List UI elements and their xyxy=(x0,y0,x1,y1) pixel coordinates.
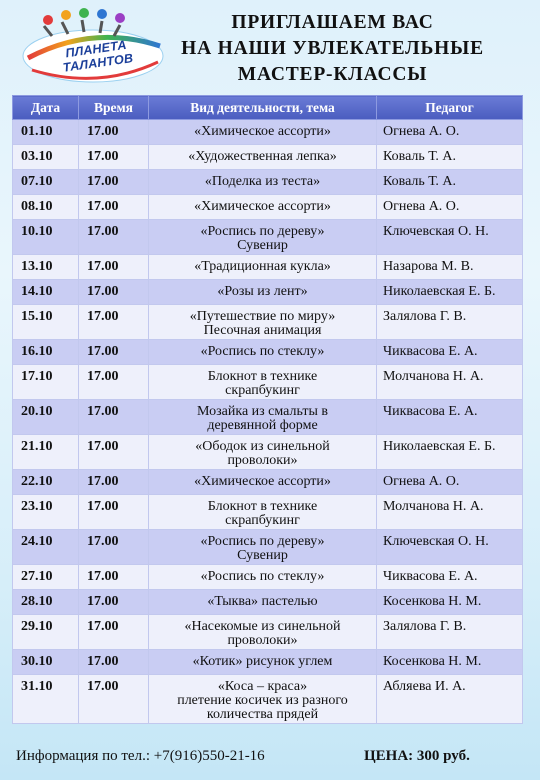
cell-teacher: Чиквасова Е. А. xyxy=(377,340,523,365)
cell-time: 17.00 xyxy=(79,120,149,145)
cell-activity xyxy=(149,495,377,530)
cell-date: 23.10 xyxy=(13,495,79,530)
activity-line: Песочная анимация xyxy=(203,323,322,338)
table-row xyxy=(13,120,523,145)
cell-time: 17.00 xyxy=(79,435,149,470)
activity-line: «Ободок из синельной xyxy=(195,439,330,454)
activity-line: «Котик» рисунок углем xyxy=(192,654,333,669)
table-row xyxy=(13,220,523,255)
activity-line: «Художественная лепка» xyxy=(188,149,337,164)
cell-teacher: Залялова Г. В. xyxy=(377,615,523,650)
cell-date: 16.10 xyxy=(13,340,79,365)
cell-activity xyxy=(149,470,377,495)
cell-activity xyxy=(149,255,377,280)
cell-teacher: Огнева А. О. xyxy=(377,470,523,495)
cell-activity xyxy=(149,120,377,145)
cell-time: 17.00 xyxy=(79,170,149,195)
cell-date: 20.10 xyxy=(13,400,79,435)
price: ЦЕНА: 300 руб. xyxy=(364,748,470,764)
table-row xyxy=(13,280,523,305)
cell-activity xyxy=(149,280,377,305)
activity-line: скрапбукинг xyxy=(225,513,300,528)
page-title xyxy=(160,10,505,88)
activity-line: деревянной форме xyxy=(207,418,318,433)
table-row xyxy=(13,400,523,435)
cell-teacher: Косенкова Н. М. xyxy=(377,650,523,675)
cell-date: 17.10 xyxy=(13,365,79,400)
cell-time: 17.00 xyxy=(79,255,149,280)
activity-line: «Роспись по дереву» xyxy=(200,224,325,239)
table-row xyxy=(13,495,523,530)
contact-info: Информация по тел.: +7(916)550-21-16 xyxy=(16,748,265,764)
activity-line: Сувенир xyxy=(237,238,288,253)
cell-time: 17.00 xyxy=(79,675,149,724)
table-row xyxy=(13,195,523,220)
cell-teacher: Абляева И. А. xyxy=(377,675,523,724)
activity-line: Блокнот в технике xyxy=(207,499,318,514)
schedule-table xyxy=(12,95,523,724)
cell-activity xyxy=(149,145,377,170)
cell-date: 21.10 xyxy=(13,435,79,470)
cell-time: 17.00 xyxy=(79,615,149,650)
cell-time: 17.00 xyxy=(79,470,149,495)
activity-line: «Химическое ассорти» xyxy=(194,474,331,489)
activity-line: проволоки» xyxy=(227,633,298,648)
cell-time: 17.00 xyxy=(79,305,149,340)
table-row xyxy=(13,255,523,280)
cell-activity xyxy=(149,650,377,675)
cell-activity xyxy=(149,615,377,650)
table-row xyxy=(13,470,523,495)
cell-activity xyxy=(149,170,377,195)
cell-date: 08.10 xyxy=(13,195,79,220)
activity-line: Блокнот в технике xyxy=(207,369,318,384)
table-row xyxy=(13,170,523,195)
cell-time: 17.00 xyxy=(79,195,149,220)
table-row xyxy=(13,365,523,400)
activity-line: «Традиционная кукла» xyxy=(194,259,331,274)
cell-date: 28.10 xyxy=(13,590,79,615)
cell-time: 17.00 xyxy=(79,400,149,435)
cell-time: 17.00 xyxy=(79,365,149,400)
activity-line: «Роспись по стеклу» xyxy=(200,344,325,359)
logo-name: ПЛАНЕТА ТАЛАНТОВ xyxy=(61,37,135,75)
header-time: Время xyxy=(79,96,149,120)
table-row xyxy=(13,305,523,340)
cell-time: 17.00 xyxy=(79,280,149,305)
activity-line: Сувенир xyxy=(237,548,288,563)
cell-date: 31.10 xyxy=(13,675,79,724)
table-row xyxy=(13,340,523,365)
cell-activity xyxy=(149,400,377,435)
header-activity: Вид деятельности, тема xyxy=(149,96,377,120)
activity-line: проволоки» xyxy=(227,453,298,468)
cell-activity xyxy=(149,340,377,365)
activity-line: «Путешествие по миру» xyxy=(189,309,336,324)
cell-time: 17.00 xyxy=(79,530,149,565)
activity-line: количества прядей xyxy=(206,707,319,722)
activity-line: «Химическое ассорти» xyxy=(194,124,331,139)
activity-line: плетение косичек из разного xyxy=(177,693,348,708)
table-row xyxy=(13,650,523,675)
table-row xyxy=(13,565,523,590)
cell-activity xyxy=(149,305,377,340)
cell-date: 10.10 xyxy=(13,220,79,255)
activity-line: «Тыква» пастелью xyxy=(207,594,318,609)
cell-time: 17.00 xyxy=(79,590,149,615)
cell-teacher: Чиквасова Е. А. xyxy=(377,400,523,435)
table-row xyxy=(13,675,523,724)
cell-activity xyxy=(149,195,377,220)
table-row xyxy=(13,590,523,615)
cell-date: 27.10 xyxy=(13,565,79,590)
activity-line: «Розы из лент» xyxy=(217,284,308,299)
cell-teacher: Косенкова Н. М. xyxy=(377,590,523,615)
activity-line: «Роспись по стеклу» xyxy=(200,569,325,584)
title-line-1: ПРИГЛАШАЕМ ВАС xyxy=(231,12,434,33)
cell-time: 17.00 xyxy=(79,220,149,255)
cell-teacher: Назарова М. В. xyxy=(377,255,523,280)
activity-line: «Роспись по дереву» xyxy=(200,534,325,549)
logo xyxy=(18,6,168,92)
cell-time: 17.00 xyxy=(79,565,149,590)
cell-teacher: Огнева А. О. xyxy=(377,195,523,220)
activity-line: Мозайка из смальты в xyxy=(197,404,328,419)
table-row xyxy=(13,435,523,470)
cell-teacher: Молчанова Н. А. xyxy=(377,365,523,400)
cell-date: 22.10 xyxy=(13,470,79,495)
cell-date: 13.10 xyxy=(13,255,79,280)
cell-date: 30.10 xyxy=(13,650,79,675)
cell-date: 24.10 xyxy=(13,530,79,565)
cell-date: 03.10 xyxy=(13,145,79,170)
activity-line: «Химическое ассорти» xyxy=(194,199,331,214)
cell-teacher: Николаевская Е. Б. xyxy=(377,280,523,305)
activity-line: «Коса – краса» xyxy=(217,679,308,694)
cell-activity xyxy=(149,435,377,470)
header-teacher: Педагог xyxy=(377,96,523,120)
cell-teacher: Ключевская О. Н. xyxy=(377,220,523,255)
activity-line: скрапбукинг xyxy=(225,383,300,398)
header-date: Дата xyxy=(13,96,79,120)
cell-date: 29.10 xyxy=(13,615,79,650)
cell-time: 17.00 xyxy=(79,495,149,530)
schedule-body xyxy=(13,120,523,724)
cell-date: 07.10 xyxy=(13,170,79,195)
cell-activity xyxy=(149,220,377,255)
cell-teacher: Коваль Т. А. xyxy=(377,145,523,170)
cell-teacher: Николаевская Е. Б. xyxy=(377,435,523,470)
table-row xyxy=(13,145,523,170)
activity-line: «Насекомые из синельной xyxy=(184,619,341,634)
cell-time: 17.00 xyxy=(79,650,149,675)
cell-teacher: Коваль Т. А. xyxy=(377,170,523,195)
title-line-3: МАСТЕР-КЛАССЫ xyxy=(237,64,428,85)
cell-activity xyxy=(149,565,377,590)
cell-activity xyxy=(149,675,377,724)
table-header-row xyxy=(13,96,523,120)
cell-date: 01.10 xyxy=(13,120,79,145)
cell-activity xyxy=(149,590,377,615)
activity-line: «Поделка из теста» xyxy=(204,174,321,189)
cell-teacher: Огнева А. О. xyxy=(377,120,523,145)
table-row xyxy=(13,615,523,650)
cell-activity xyxy=(149,365,377,400)
cell-teacher: Ключевская О. Н. xyxy=(377,530,523,565)
title-line-2: НА НАШИ УВЛЕКАТЕЛЬНЫЕ xyxy=(181,38,484,59)
cell-teacher: Чиквасова Е. А. xyxy=(377,565,523,590)
cell-date: 15.10 xyxy=(13,305,79,340)
cell-teacher: Залялова Г. В. xyxy=(377,305,523,340)
cell-time: 17.00 xyxy=(79,145,149,170)
cell-activity xyxy=(149,530,377,565)
cell-time: 17.00 xyxy=(79,340,149,365)
table-row xyxy=(13,530,523,565)
cell-date: 14.10 xyxy=(13,280,79,305)
cell-teacher: Молчанова Н. А. xyxy=(377,495,523,530)
